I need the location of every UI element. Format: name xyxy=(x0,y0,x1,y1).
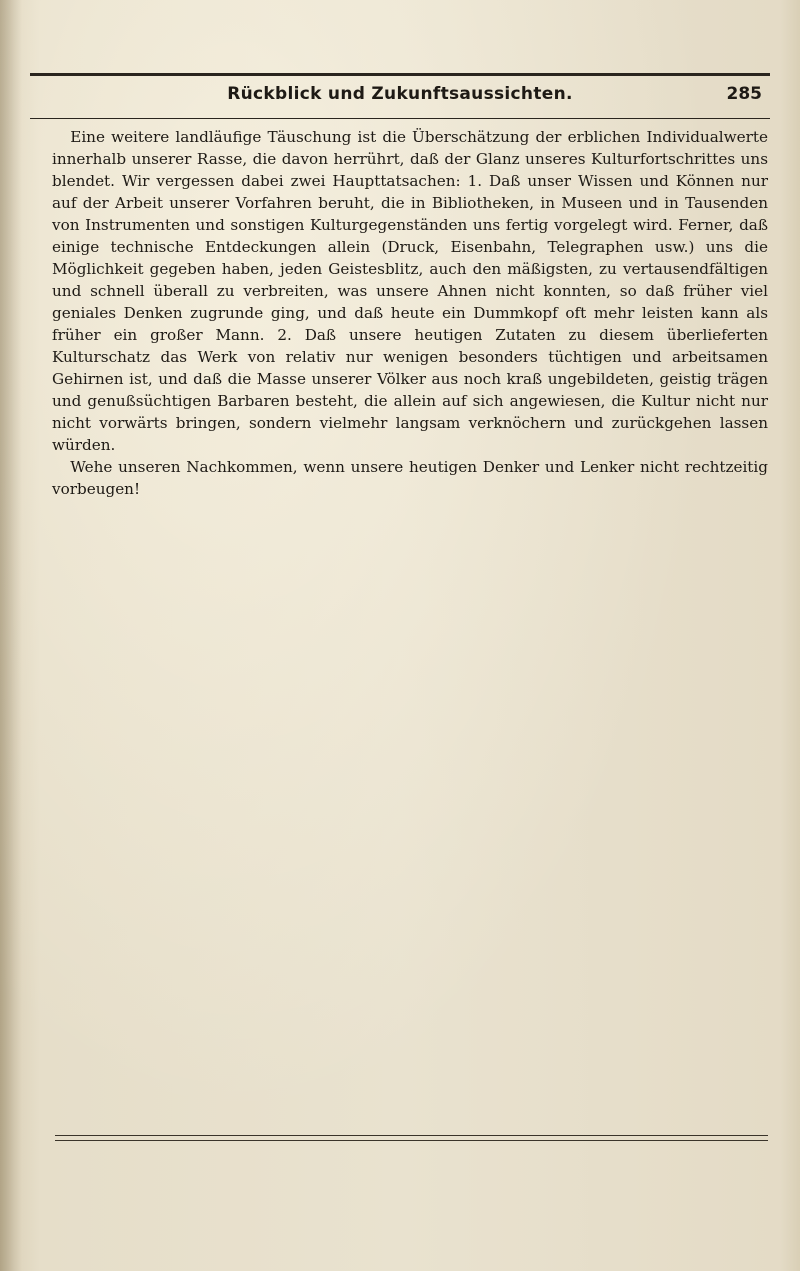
footer-rule-upper xyxy=(55,1135,768,1136)
paragraph-1: Eine weitere landläufige Täuschung ist die Überschätzung der erblichen Individualwerte innerhalb unserer Rasse, die davon herrührt, daß der Glanz unseres Kulturfortschrittes uns blendet. Wir vergessen dabei zwei Haupttatsachen: 1. Daß unser Wissen und Können nur auf der Arbeit unserer Vorfahren beruht, die in Bibliotheken, in Museen und in Tausenden von Instrumenten und sonstigen Kulturgegenständen uns fertig vorgelegt wird. Ferner, daß einige technische Entdeckungen allein (Druck, Eisenbahn, Telegraphen usw.) uns die Möglichkeit gegeben haben, jeden Geistesblitz, auch den mäßigsten, zu vertausendfältigen und schnell überall zu verbreiten, was unsere Ahnen nicht konnten, so daß früher viel geniales Denken zugrunde ging, und daß heute ein Dummkopf oft mehr leisten kann als früher ein großer Mann. 2. Daß unsere heutigen Zutaten zu diesem überlieferten Kulturschatz das Werk von relativ nur wenigen besonders tüchtigen und arbeitsamen Gehirnen ist, und daß die Masse unserer Völker aus noch kraß ungebildeten, geistig trägen und genußsüchtigen Barbaren besteht, die allein auf sich angewiesen, die Kultur nicht nur nicht vorwärts bringen, sondern vielmehr langsam verknöchern und zurückgehen lassen würden. xyxy=(52,128,768,454)
spine-shadow xyxy=(0,0,22,1271)
body-text xyxy=(52,126,768,500)
page-number: 285 xyxy=(726,84,762,104)
header-top-rule xyxy=(30,73,770,76)
paragraph-2: Wehe unseren Nachkommen, wenn unsere heutigen Denker und Lenker nicht rechtzeitig vorbeugen! xyxy=(52,458,768,498)
header-bottom-rule xyxy=(30,118,770,119)
running-header xyxy=(30,84,770,114)
running-header-title: Rückblick und Zukunftsaussichten. xyxy=(227,84,573,104)
footer-rule-lower xyxy=(55,1140,768,1141)
